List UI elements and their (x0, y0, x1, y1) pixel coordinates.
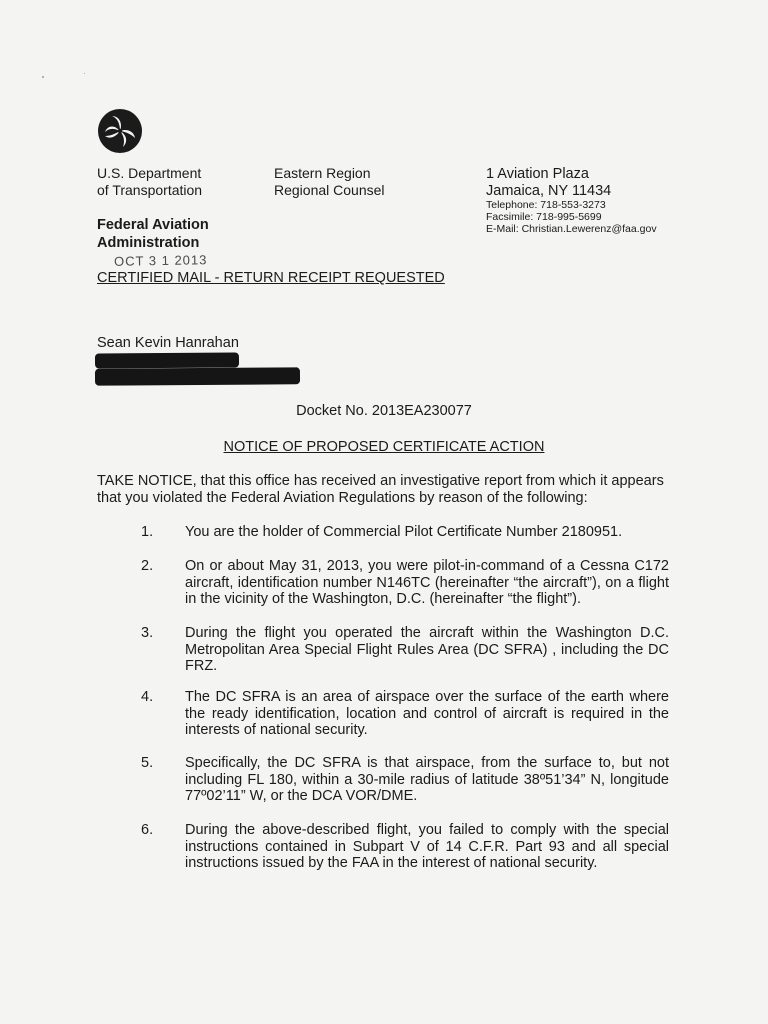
telephone: Telephone: 718-553-3273 (486, 199, 606, 211)
notice-title: NOTICE OF PROPOSED CERTIFICATE ACTION (223, 439, 545, 455)
item-text: During the above-described flight, you failed to comply with the special instructions contained in Subpart V of 14 C.F.R. Part 93 and all special instructions issued by the FAA in the interest of national security. (185, 822, 669, 871)
docket-number: Docket No. 2013EA230077 (296, 403, 472, 419)
address-line1: 1 Aviation Plaza (486, 166, 589, 182)
item-number: 3. (141, 625, 154, 641)
dot-name-line1: U.S. Department (97, 165, 202, 181)
scan-speck (84, 73, 85, 74)
item-number: 5. (141, 755, 154, 771)
redaction-bar (95, 352, 239, 368)
item-text: During the flight you operated the aircraft within the Washington D.C. Metropolitan Area Special Flight Rules Area (DC SFRA) , including the DC FRZ. (185, 625, 669, 674)
scan-speck (42, 76, 44, 78)
region-line1: Eastern Region (274, 165, 371, 181)
dot-logo-icon (97, 108, 143, 154)
item-number: 4. (141, 689, 154, 705)
facsimile: Facsimile: 718-995-5699 (486, 211, 602, 223)
address-line2: Jamaica, NY 11434 (486, 183, 612, 199)
office-contact (486, 199, 657, 235)
faa-name (97, 216, 209, 252)
region-office (274, 165, 385, 199)
item-text: You are the holder of Commercial Pilot Certificate Number 2180951. (185, 524, 623, 540)
intro-paragraph: TAKE NOTICE, that this office has received an investigative report from which it appears that you violated the Federal Aviation Regulations by reason of the following: (97, 473, 664, 506)
dot-name-line2: of Transportation (97, 182, 203, 198)
region-line2: Regional Counsel (274, 182, 385, 198)
item-text: The DC SFRA is an area of airspace over the surface of the earth where the ready identification, location and control of aircraft is required in the interests of national security. (185, 689, 669, 738)
recipient-name: Sean Kevin Hanrahan (97, 335, 239, 351)
redaction-bar (95, 367, 300, 385)
office-address (486, 166, 611, 200)
faa-name-line1: Federal Aviation (97, 217, 209, 233)
item-number: 1. (141, 524, 154, 540)
email: E-Mail: Christian.Lewerenz@faa.gov (486, 223, 657, 235)
faa-name-line2: Administration (97, 235, 200, 251)
dot-name (97, 165, 202, 199)
certified-mail-line: CERTIFIED MAIL - RETURN RECEIPT REQUESTED (97, 270, 445, 286)
item-number: 2. (141, 558, 154, 574)
date-stamp: OCT 3 1 2013 (113, 252, 208, 269)
item-text: On or about May 31, 2013, you were pilot-in-command of a Cessna C172 aircraft, identification number N146TC (hereinafter “the aircraft”), on a flight in the vicinity of the Washington, D.C. (hereinafter “the flight”). (185, 558, 669, 607)
item-number: 6. (141, 822, 154, 838)
item-text: Specifically, the DC SFRA is that airspace, from the surface to, but not including FL 180, within a 30-mile radius of latitude 38º51’34” N, longitude 77º02’11” W, or the DCA VOR/DME. (185, 755, 669, 804)
